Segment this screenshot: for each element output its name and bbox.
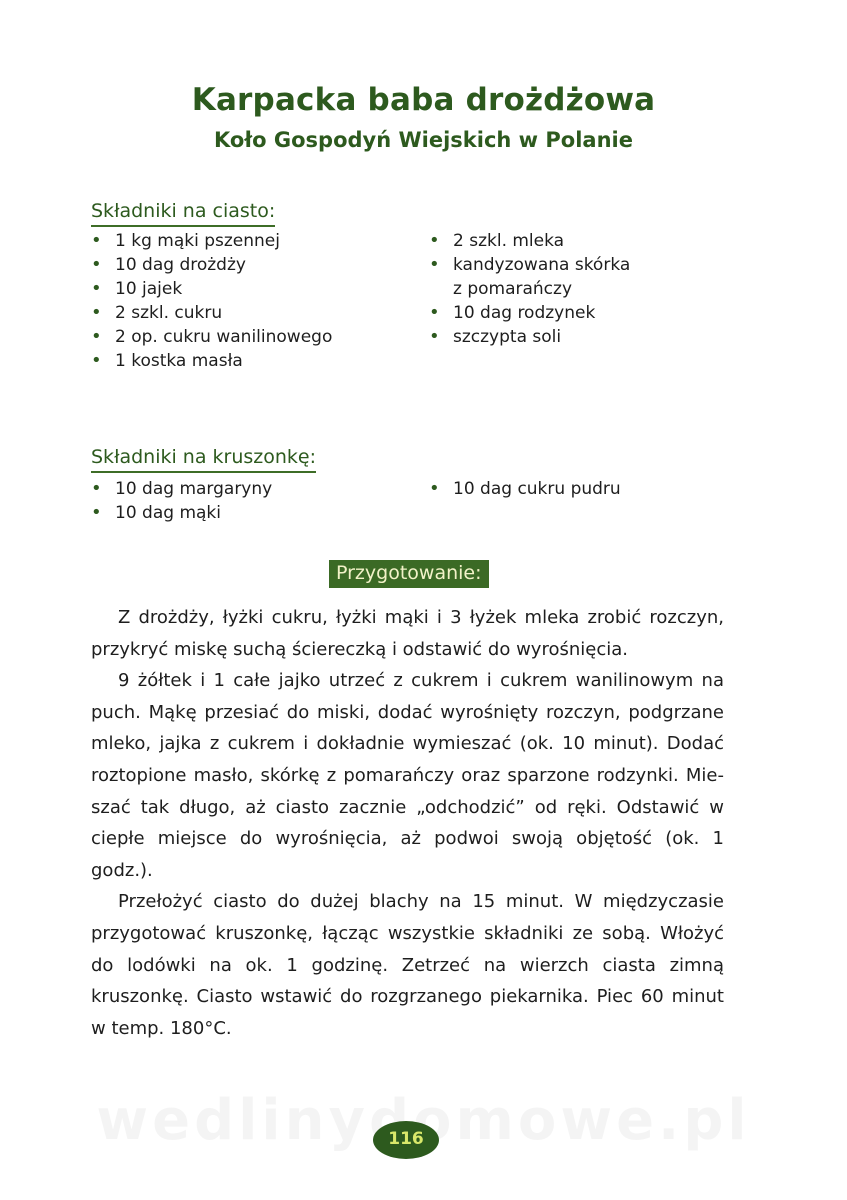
recipe-title: Karpacka baba drożdżowa [191, 82, 656, 118]
crumble-ingredients-heading: Składniki na kruszonkę: [91, 446, 316, 473]
list-item: • 1 kostka masła [91, 349, 332, 373]
preparation-paragraph: Przełożyć ciasto do dużej blachy na 15 minut. W międzyczasie przygotować kruszonkę, łącząc wszystkie składniki ze sobą. Włożyć do lodówki na ok. 1 godzinę. Zetrzeć na wierzch ciasta zimną kruszonkę. Ciasto wstawić do rozgrzanego piekarnika. Piec 60 minut w temp. 180°C. [91, 891, 724, 1039]
list-item: • kandyzowana skórka [429, 253, 630, 277]
list-item: • 2 szkl. cukru [91, 301, 332, 325]
preparation-text [91, 602, 724, 1044]
list-item: • 2 op. cukru wanilinowego [91, 325, 332, 349]
preparation-paragraph: 9 żółtek i 1 całe jajko utrzeć z cukrem i cukrem wanilinowym na puch. Mąkę przesiać do miski, dodać wyrośnięty rozczyn, podgrzane mleko, jajka z cukrem i dokładnie wymieszać (ok. 10 minut). Dodać roztopione masło, skórkę z pomarańczy oraz sparzone rodzynki. Mieszać tak długo, aż ciasto zacznie „odchodzić” od ręki. Odstawić w ciepłe miejsce do wyrośnięcia, aż podwoi swoją objętość (ok. 1 godz.). [91, 670, 724, 881]
recipe-author: Koło Gospodyń Wiejskich w Polanie [214, 128, 633, 152]
list-item-continuation: z pomarańczy [453, 279, 573, 299]
list-item: • 10 dag mąki [91, 501, 272, 525]
list-item: • 10 dag cukru pudru [429, 477, 621, 501]
list-item: • 10 dag margaryny [91, 477, 272, 501]
list-item: • 10 dag drożdży [91, 253, 332, 277]
list-item: • 2 szkl. mleka [429, 229, 630, 253]
dough-ingredients-heading: Składniki na ciasto: [91, 200, 275, 227]
dough-ingredients-right-list [429, 229, 630, 349]
page-number: 116 [388, 1129, 424, 1149]
dough-ingredients-left-list [91, 229, 332, 373]
preparation-heading: Przygotowanie: [329, 560, 489, 588]
list-item: • 10 dag rodzynek [429, 301, 630, 325]
list-item: • 10 jajek [91, 277, 332, 301]
crumble-ingredients-right-list [429, 477, 621, 501]
list-item: • 1 kg mąki pszennej [91, 229, 332, 253]
list-item: • szczypta soli [429, 325, 630, 349]
crumble-ingredients-left-list [91, 477, 272, 525]
preparation-paragraph: Z drożdży, łyżki cukru, łyżki mąki i 3 łyżek mleka zrobić rozczyn, przykryć miskę suchą ściereczką i odstawić do wyrośnięcia. [91, 607, 724, 660]
